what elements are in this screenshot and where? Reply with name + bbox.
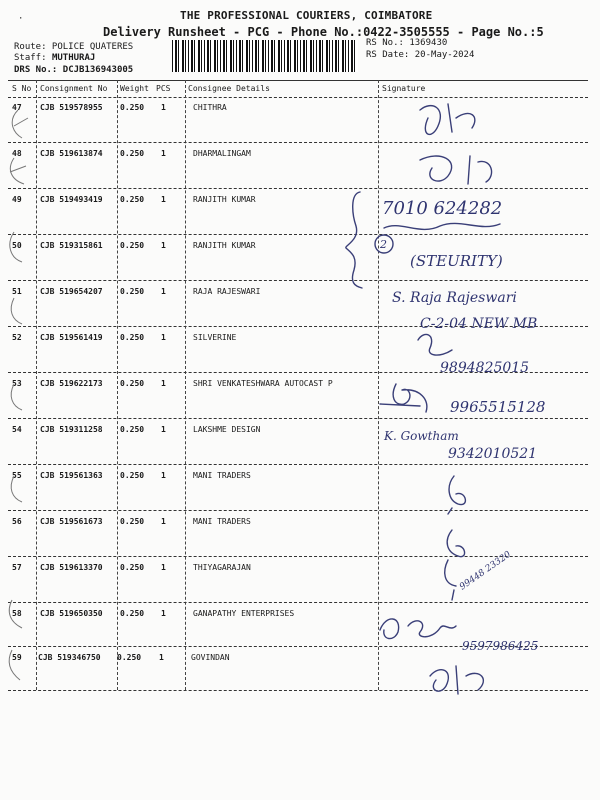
stray-mark: · — [18, 14, 24, 24]
address-51: C-2-04 NEW MB — [420, 316, 538, 332]
signature-48 — [420, 156, 492, 184]
phone-54: 9342010521 — [448, 446, 538, 462]
row-pcs: 1 — [161, 287, 166, 296]
pencil-tick — [10, 232, 22, 262]
pencil-tick — [12, 110, 28, 138]
row-consignment: CJB 519654207 — [40, 287, 103, 296]
row-consignee: THIYAGARAJAN — [193, 563, 251, 572]
col-header-signature: Signature — [382, 84, 426, 93]
row-sno: 52 — [12, 333, 22, 342]
phone-49: 7010 624282 — [382, 198, 503, 219]
row-pcs: 1 — [161, 103, 166, 112]
phone-52: 9894825015 — [440, 360, 530, 376]
row-sno: 53 — [12, 379, 22, 388]
row-consignment: CJB 519493419 — [40, 195, 103, 204]
row-sno: 58 — [12, 609, 22, 618]
row-pcs: 1 — [161, 517, 166, 526]
grouping-brace — [346, 192, 362, 288]
col-header-consignee: Consignee Details — [188, 84, 270, 93]
row-sno: 51 — [12, 287, 22, 296]
signature-name-51: S. Raja Rajeswari — [392, 290, 517, 306]
row-weight: 0.250 — [120, 609, 145, 618]
phone-53: 9965515128 — [450, 398, 546, 416]
row-weight: 0.250 — [120, 563, 145, 572]
row-consignment: CJB 519561419 — [40, 333, 103, 342]
row-pcs: 1 — [161, 471, 166, 480]
row-consignment: CJB 519613370 — [40, 563, 103, 572]
col-header-sno: S No — [12, 84, 32, 93]
signature-55 — [448, 476, 465, 514]
row-pcs: 1 — [161, 195, 166, 204]
pencil-tick — [9, 600, 22, 628]
row-consignment: CJB 519561363 — [40, 471, 103, 480]
rs-number: RS No.: 1369430 — [366, 38, 448, 48]
row-consignee: SILVERINE — [193, 333, 237, 342]
row-weight: 0.250 — [120, 471, 145, 480]
row-sno: 57 — [12, 563, 22, 572]
row-sno: 48 — [12, 149, 22, 158]
row-consignee: CHITHRA — [193, 103, 227, 112]
security-note: (STEURITY) — [410, 252, 503, 270]
signature-name-54: K. Gowtham — [384, 429, 459, 443]
row-consignee: DHARMALINGAM — [193, 149, 251, 158]
row-consignment: CJB 519650350 — [40, 609, 103, 618]
row-weight: 0.250 — [120, 517, 145, 526]
row-sno: 55 — [12, 471, 22, 480]
row-consignment: CJB 519311258 — [40, 425, 103, 434]
staff-label: Staff: — [14, 53, 47, 63]
row-weight: 0.250 — [120, 287, 145, 296]
circle-number: 2 — [380, 238, 387, 251]
note-57: 99448 23320 — [457, 549, 513, 593]
row-weight: 0.250 — [120, 425, 145, 434]
route-label: Route: POLICE QUATERES — [14, 42, 134, 52]
staff-name: MUTHURAJ — [51, 53, 96, 63]
row-weight: 0.250 — [117, 653, 142, 662]
row-consignee: SHRI VENKATESHWARA AUTOCAST P — [193, 379, 333, 388]
signature-52 — [418, 334, 452, 355]
row-sno: 47 — [12, 103, 22, 112]
row-weight: 0.250 — [120, 333, 145, 342]
row-consignment: CJB 519315861 — [40, 241, 103, 250]
row-weight: 0.250 — [120, 379, 145, 388]
col-header-weight: Weight — [120, 84, 149, 93]
signature-47 — [420, 104, 475, 134]
row-consignee: MANI TRADERS — [193, 471, 251, 480]
phone-58: 9597986425 — [462, 639, 539, 653]
row-pcs: 1 — [161, 149, 166, 158]
row-consignment: CJB 519613874 — [40, 149, 103, 158]
row-consignment: CJB 519561673 — [40, 517, 103, 526]
row-sno: 54 — [12, 425, 22, 434]
runsheet-title: Delivery Runsheet - PCG - Phone No.:0422-3505555 - Page No.:5 — [103, 25, 544, 39]
row-pcs: 1 — [159, 653, 164, 662]
row-pcs: 1 — [161, 425, 166, 434]
row-sno: 49 — [12, 195, 22, 204]
row-consignee: GOVINDAN — [191, 653, 230, 662]
row-consignment: CJB 519346750 — [38, 653, 101, 662]
signature-59 — [430, 666, 483, 694]
row-consignee: RANJITH KUMAR — [193, 195, 256, 204]
row-sno: 59 — [12, 653, 22, 662]
pencil-tick — [9, 650, 20, 680]
col-header-pcs: PCS — [156, 84, 171, 93]
rs-date: RS Date: 20-May-2024 — [366, 50, 475, 60]
row-consignee: RAJA RAJESWARI — [193, 287, 261, 296]
row-weight: 0.250 — [120, 149, 145, 158]
pencil-tick — [11, 384, 22, 410]
row-pcs: 1 — [161, 241, 166, 250]
row-consignment: CJB 519622173 — [40, 379, 103, 388]
pencil-tick — [10, 158, 26, 184]
drs-label: DRS No.: — [14, 65, 58, 75]
row-pcs: 1 — [161, 563, 166, 572]
row-pcs: 1 — [161, 379, 166, 388]
signature-57 — [445, 560, 456, 600]
row-pcs: 1 — [161, 333, 166, 342]
drs-number: DCJB136943005 — [62, 65, 134, 75]
row-consignee: RANJITH KUMAR — [193, 241, 256, 250]
row-weight: 0.250 — [120, 241, 145, 250]
row-consignee: MANI TRADERS — [193, 517, 251, 526]
row-weight: 0.250 — [120, 195, 145, 204]
pencil-tick — [11, 298, 22, 324]
signature-53 — [380, 384, 427, 412]
row-consignee: LAKSHME DESIGN — [193, 425, 261, 434]
row-consignment: CJB 519578955 — [40, 103, 103, 112]
signature-49 — [384, 223, 500, 229]
row-weight: 0.250 — [120, 103, 145, 112]
row-pcs: 1 — [161, 609, 166, 618]
signature-56 — [447, 530, 464, 557]
col-header-consignment: Consignment No — [40, 84, 108, 93]
row-sno: 56 — [12, 517, 22, 526]
row-sno: 50 — [12, 241, 22, 250]
pencil-tick — [11, 476, 22, 502]
row-consignee: GANAPATHY ENTERPRISES — [193, 609, 295, 618]
signature-58 — [380, 619, 456, 639]
company-title: THE PROFESSIONAL COURIERS, COIMBATORE — [180, 9, 433, 22]
